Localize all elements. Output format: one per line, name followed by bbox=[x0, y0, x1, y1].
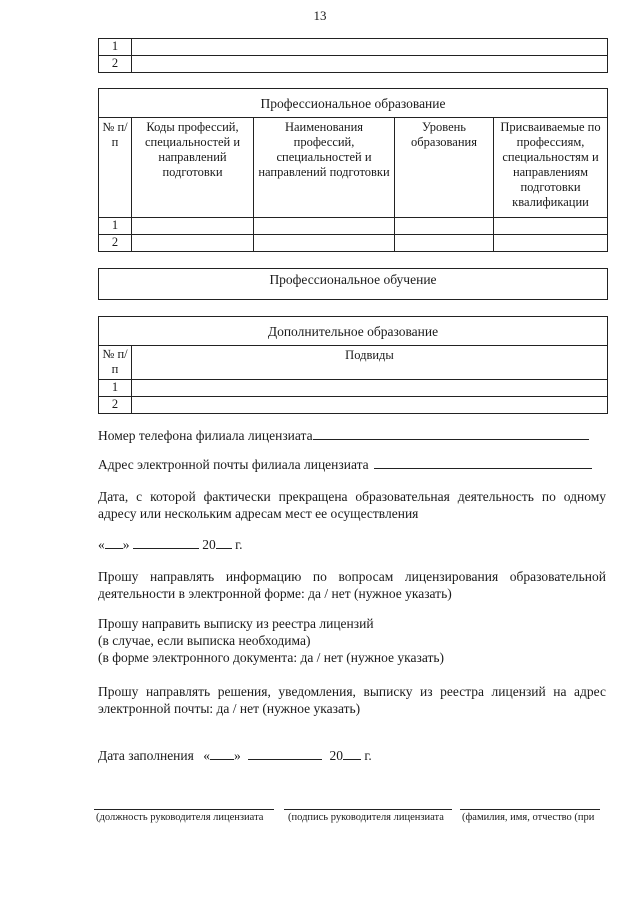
signature-line[interactable] bbox=[284, 809, 452, 810]
email-label: Адрес электронной почты филиала лицензиата bbox=[98, 457, 369, 472]
header-number: № п/п bbox=[99, 118, 132, 218]
fill-month-input-line[interactable] bbox=[248, 747, 322, 760]
extract-request bbox=[98, 615, 606, 666]
table-cell[interactable] bbox=[132, 235, 254, 252]
table-cell[interactable] bbox=[132, 380, 608, 397]
fill-date-label: Дата заполнения bbox=[98, 748, 194, 763]
signature-caption: (подпись руководителя лицензиата bbox=[288, 812, 444, 823]
additional-education-title: Дополнительное образование bbox=[99, 317, 608, 346]
table-cell[interactable] bbox=[395, 218, 494, 235]
position-signature-line[interactable] bbox=[94, 809, 274, 810]
table-cell[interactable] bbox=[395, 235, 494, 252]
date-quote-open: « bbox=[98, 537, 105, 552]
table-cell[interactable] bbox=[494, 235, 608, 252]
month-input-line[interactable] bbox=[133, 536, 199, 549]
row-number: 2 bbox=[99, 235, 132, 252]
name-caption: (фамилия, имя, отчество (при bbox=[462, 812, 595, 823]
decisions-request-text: Прошу направлять решения, уведомления, выписку из реестра лицензий на адрес электронной почты: да / нет (нужное указать) bbox=[98, 684, 606, 716]
prof-training-title: Профессиональное обучение bbox=[99, 269, 608, 300]
row-number: 1 bbox=[99, 39, 132, 56]
row-number: 1 bbox=[99, 380, 132, 397]
fill-quote-open: « bbox=[203, 748, 210, 763]
table-cell[interactable] bbox=[254, 218, 395, 235]
header-subtypes: Подвиды bbox=[132, 346, 608, 380]
row-number: 1 bbox=[99, 218, 132, 235]
header-level: Уровень образования bbox=[395, 118, 494, 218]
termination-text: Дата, с которой фактически прекращена образовательная деятельность по одному адресу или нескольким адресам мест ее осуществления bbox=[98, 489, 606, 521]
page-number: 13 bbox=[313, 8, 327, 23]
position-caption: (должность руководителя лицензиата bbox=[96, 812, 264, 823]
year-prefix: 20 bbox=[202, 537, 216, 552]
table-cell[interactable] bbox=[132, 218, 254, 235]
table-cell[interactable] bbox=[494, 218, 608, 235]
email-field bbox=[98, 456, 606, 473]
email-input-line[interactable] bbox=[374, 456, 592, 469]
fill-year-prefix: 20 bbox=[329, 748, 343, 763]
date-quote-close: » bbox=[122, 537, 130, 552]
table-cell[interactable] bbox=[254, 235, 395, 252]
header-codes: Коды профессий, специальностей и направлений подготовки bbox=[132, 118, 254, 218]
termination-date bbox=[98, 536, 606, 553]
phone-field bbox=[98, 427, 606, 444]
extract-line-2: (в случае, если выписка необходима) bbox=[98, 633, 311, 648]
extract-line-1: Прошу направить выписку из реестра лицензий bbox=[98, 616, 374, 631]
table-cell[interactable] bbox=[132, 397, 608, 414]
additional-education-table bbox=[98, 316, 608, 414]
day-input-line[interactable] bbox=[105, 536, 123, 549]
fill-year-suffix: г. bbox=[364, 748, 372, 763]
year-suffix: г. bbox=[235, 537, 243, 552]
prof-training-box bbox=[98, 268, 608, 300]
header-qualification: Присваиваемые по профессиям, специальностям и направлениям подготовки квалификации bbox=[494, 118, 608, 218]
fill-date bbox=[98, 747, 606, 764]
fill-quote-close: » bbox=[233, 748, 241, 763]
row-number: 2 bbox=[99, 397, 132, 414]
name-signature-line[interactable] bbox=[460, 809, 600, 810]
extract-line-3: (в форме электронного документа: да / нет (нужное указать) bbox=[98, 650, 445, 665]
prof-education-title: Профессиональное образование bbox=[99, 89, 608, 118]
phone-input-line[interactable] bbox=[313, 427, 589, 440]
phone-label: Номер телефона филиала лицензиата bbox=[98, 428, 313, 443]
prof-education-table bbox=[98, 88, 608, 252]
year-input-line[interactable] bbox=[216, 536, 232, 549]
fill-day-input-line[interactable] bbox=[210, 747, 234, 760]
top-table bbox=[98, 38, 608, 73]
header-number: № п/п bbox=[99, 346, 132, 380]
info-request-text: Прошу направлять информацию по вопросам лицензирования образовательной деятельности в электронной форме: да / нет (нужное указать) bbox=[98, 569, 606, 601]
table-cell[interactable] bbox=[132, 56, 608, 73]
row-number: 2 bbox=[99, 56, 132, 73]
fill-year-input-line[interactable] bbox=[343, 747, 361, 760]
table-cell[interactable] bbox=[132, 39, 608, 56]
header-names: Наименования профессий, специальностей и направлений подготовки bbox=[254, 118, 395, 218]
